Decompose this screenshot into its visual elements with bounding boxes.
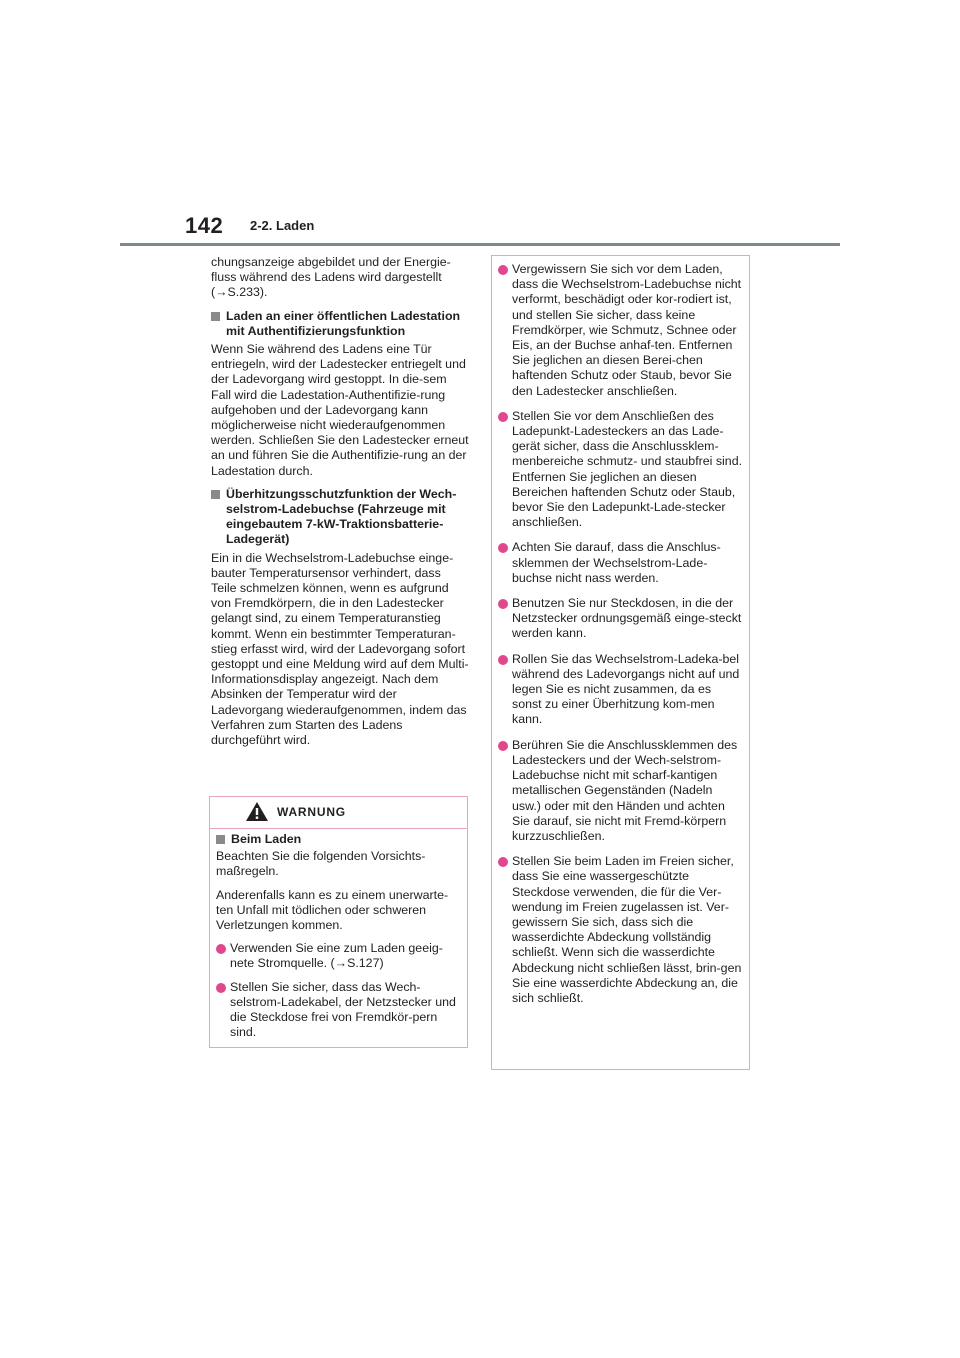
bullet-dot-icon: [498, 599, 508, 609]
warning-bullet: [216, 941, 461, 971]
right-bullet-text: Achten Sie darauf, dass die Anschlus-sklemmen der Wechselstrom-Lade-buchse nicht nass werden.: [512, 540, 721, 585]
warning-label: WARNUNG: [277, 805, 346, 819]
right-bullet-text: Vergewissern Sie sich vor dem Laden, dass die Wechselstrom-Ladebuchse nicht verformt, beschädigt oder kor-rodiert ist, und stellen Sie sicher, dass keine Fremdkörper, wie Schmutz, Schnee oder Eis, an der Buchse anhaf-ten. Entfernen Sie jeglichen an diesen Berei-chen haftenden Schutz oder Staub, bevor Sie den Ladestecker anschließen.: [512, 262, 742, 398]
warning-header: [210, 797, 467, 829]
bullet-dot-icon: [216, 983, 226, 993]
right-bullet-text: Benutzen Sie nur Steckdosen, in die der Netzstecker ordnungsgemäß einge-steckt werden kann.: [512, 596, 742, 641]
right-bullet: [498, 854, 743, 1006]
square-bullet-icon: [216, 835, 225, 844]
right-bullet-text: Stellen Sie beim Laden im Freien sicher, dass Sie eine wassergeschützte Steckdose verwenden, die für die Ver-wendung im Freien zugelassen ist. Ver-gewissern Sie sich, dass sich die wasserdichte Abdeckung vollständig schließt. Wenn sich die wasserdichte Abdeckung nicht schließen lässt, brin-gen Sie eine wasserdichte Abdeckung an, die sich schließt.: [512, 854, 742, 1005]
right-bullet: [498, 596, 743, 642]
left-column: [211, 255, 469, 756]
right-bullet: [498, 409, 743, 531]
right-bullet: [498, 652, 743, 728]
warning-box: [209, 796, 468, 1048]
warning-bullet-text: Verwenden Sie eine zum Laden geeig-nete Stromquelle. (→S.127): [230, 941, 443, 971]
warning-text-2: Anderenfalls kann es zu einem unerwarte-ten Unfall mit tödlichen oder schweren Verletzungen kommen.: [216, 887, 449, 933]
header-rule: [120, 243, 840, 246]
section-heading-text: Überhitzungsschutzfunktion der Wech-selstrom-Ladebuchse (Fahrzeuge mit eingebautem 7-kW-Traktionsbatterie-Ladegerät): [226, 486, 457, 547]
right-bullet-text: Berühren Sie die Anschlussklemmen des Ladesteckers und der Wech-selstrom-Ladebuchse nicht mit scharf-kantigen metallischen Gegenständen (Nadeln usw.) oder mit den Händen und achten Sie darauf, sie nicht mit Fremd-körpern kurzzuschließen.: [512, 737, 738, 843]
right-bullet-text: Rollen Sie das Wechselstrom-Ladeka-bel während des Ladevorgangs nicht auf und legen Sie es nicht zusammen, da es sonst zu einer Überhitzung kom-men kann.: [512, 651, 740, 727]
section-title: 2-2. Laden: [250, 218, 315, 233]
bullet-dot-icon: [498, 412, 508, 422]
page-number: 142: [185, 213, 224, 238]
right-bullet: [498, 540, 743, 586]
section-heading-overheat: [211, 487, 469, 548]
bullet-dot-icon: [498, 265, 508, 275]
warning-text-1: Beachten Sie die folgenden Vorsichts-maßregeln.: [216, 849, 426, 879]
intro-text: chungsanzeige abgebildet und der Energie-fluss während des Ladens wird dargestellt (→S.233).: [211, 255, 451, 300]
bullet-dot-icon: [498, 543, 508, 553]
section-text-authentication: Wenn Sie während des Ladens eine Tür entriegeln, wird der Ladestecker entriegelt und der Ladevorgang wird gestoppt. In die-sem Fall wird die Ladestation-Authentifizie-rung aufgehoben und der Ladevorgang kann möglicherweise nicht wiederaufgenommen werden. Schließen Sie den Ladestecker erneut an und führen Sie die Authentifizie-rung an der Ladestation durch.: [211, 342, 469, 478]
warning-heading-text: Beim Laden: [231, 832, 302, 846]
section-text-overheat: Ein in die Wechselstrom-Ladebuchse einge-bauter Temperatursensor verhindert, dass Teile schmelzen können, wenn es aufgrund von Fremdkörpern, die in den Ladestecker gelangt sind, zu einem Temperaturanstieg kommt. Wenn ein bestimmter Temperaturan-stieg erfasst wird, wird der Ladevorgang sofort gestoppt und eine Meldung wird auf dem Multi-Informationsdisplay angezeigt. Nach dem Absinken der Temperatur wird der Ladevorgang wiederaufgenommen, indem das Verfahren zum Starten des Ladens durchgeführt wird.: [211, 550, 469, 748]
square-bullet-icon: [211, 490, 220, 499]
warning-bullet: [216, 980, 461, 1041]
warning-bullet-text: Stellen Sie sicher, dass das Wech-selstrom-Ladekabel, der Netzstecker und die Steckdose frei von Fremdkör-pern sind.: [230, 979, 456, 1040]
right-bullet: [498, 262, 743, 399]
bullet-dot-icon: [498, 655, 508, 665]
bullet-dot-icon: [216, 944, 226, 954]
bullet-dot-icon: [498, 857, 508, 867]
right-bullet-text: Stellen Sie vor dem Anschließen des Ladepunkt-Ladesteckers an das Lade-gerät sicher, dass die Anschlussklem-menbereiche schmutz- und staubfrei sind. Entfernen Sie jeglichen an diesen Bereichen haftenden Schutz oder Staub, bevor Sie den Ladepunkt-Lade-stecker anschließen.: [512, 408, 743, 530]
warning-triangle-icon: [245, 801, 269, 822]
warning-heading: [216, 832, 461, 847]
square-bullet-icon: [211, 312, 220, 321]
section-heading-text: Laden an einer öffentlichen Ladestation mit Authentifizierungsfunktion: [226, 308, 461, 338]
bullet-dot-icon: [498, 741, 508, 751]
right-warning-column: [491, 255, 750, 1070]
right-bullet: [498, 738, 743, 844]
warning-body: [210, 829, 467, 1040]
section-heading-authentication: [211, 309, 469, 339]
